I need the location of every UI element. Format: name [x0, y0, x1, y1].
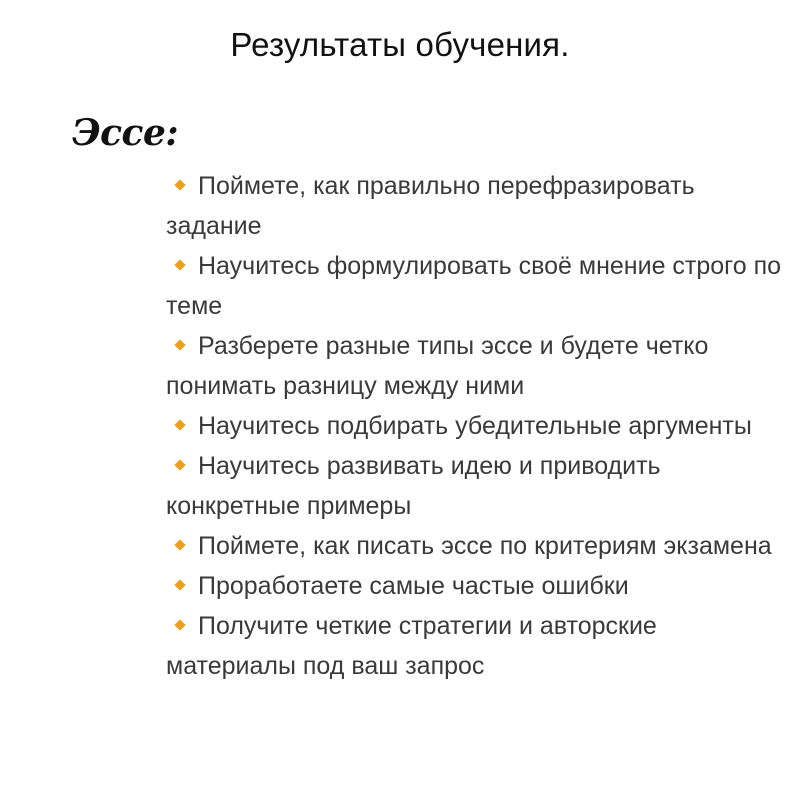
bullet-diamond-icon — [174, 420, 185, 431]
bullet-diamond-icon — [174, 460, 185, 471]
section-heading: Эссе: — [72, 112, 179, 154]
list-item-text: Проработаете самые частые ошибки — [198, 572, 629, 600]
list-item-text: Разберете разные типы эссе и будете четко понимать разницу между ними — [166, 332, 709, 400]
list-item — [166, 406, 790, 446]
bullet-diamond-icon — [174, 260, 185, 271]
list-item — [166, 566, 790, 606]
bullet-diamond-icon — [174, 540, 185, 551]
bullet-diamond-icon — [174, 180, 185, 191]
list-item-text: Научитесь развивать идею и приводить конкретные примеры — [166, 452, 661, 520]
bullet-diamond-icon — [174, 620, 185, 631]
list-item-text: Поймете, как правильно перефразировать задание — [166, 172, 695, 240]
list-item — [166, 446, 790, 526]
list-item — [166, 246, 790, 326]
list-item-text: Поймете, как писать эссе по критериям экзамена — [198, 532, 772, 560]
page-title: Результаты обучения. — [230, 26, 570, 63]
list-item — [166, 166, 790, 246]
bullet-diamond-icon — [174, 580, 185, 591]
list-item-text: Научитесь подбирать убедительные аргументы — [198, 412, 752, 440]
list-item — [166, 526, 790, 566]
bullet-diamond-icon — [174, 340, 185, 351]
list-item-text: Получите четкие стратегии и авторские материалы под ваш запрос — [166, 612, 657, 680]
list-item — [166, 606, 790, 686]
outcomes-list — [166, 166, 790, 686]
list-item — [166, 326, 790, 406]
list-item-text: Научитесь формулировать своё мнение строго по теме — [166, 252, 782, 320]
